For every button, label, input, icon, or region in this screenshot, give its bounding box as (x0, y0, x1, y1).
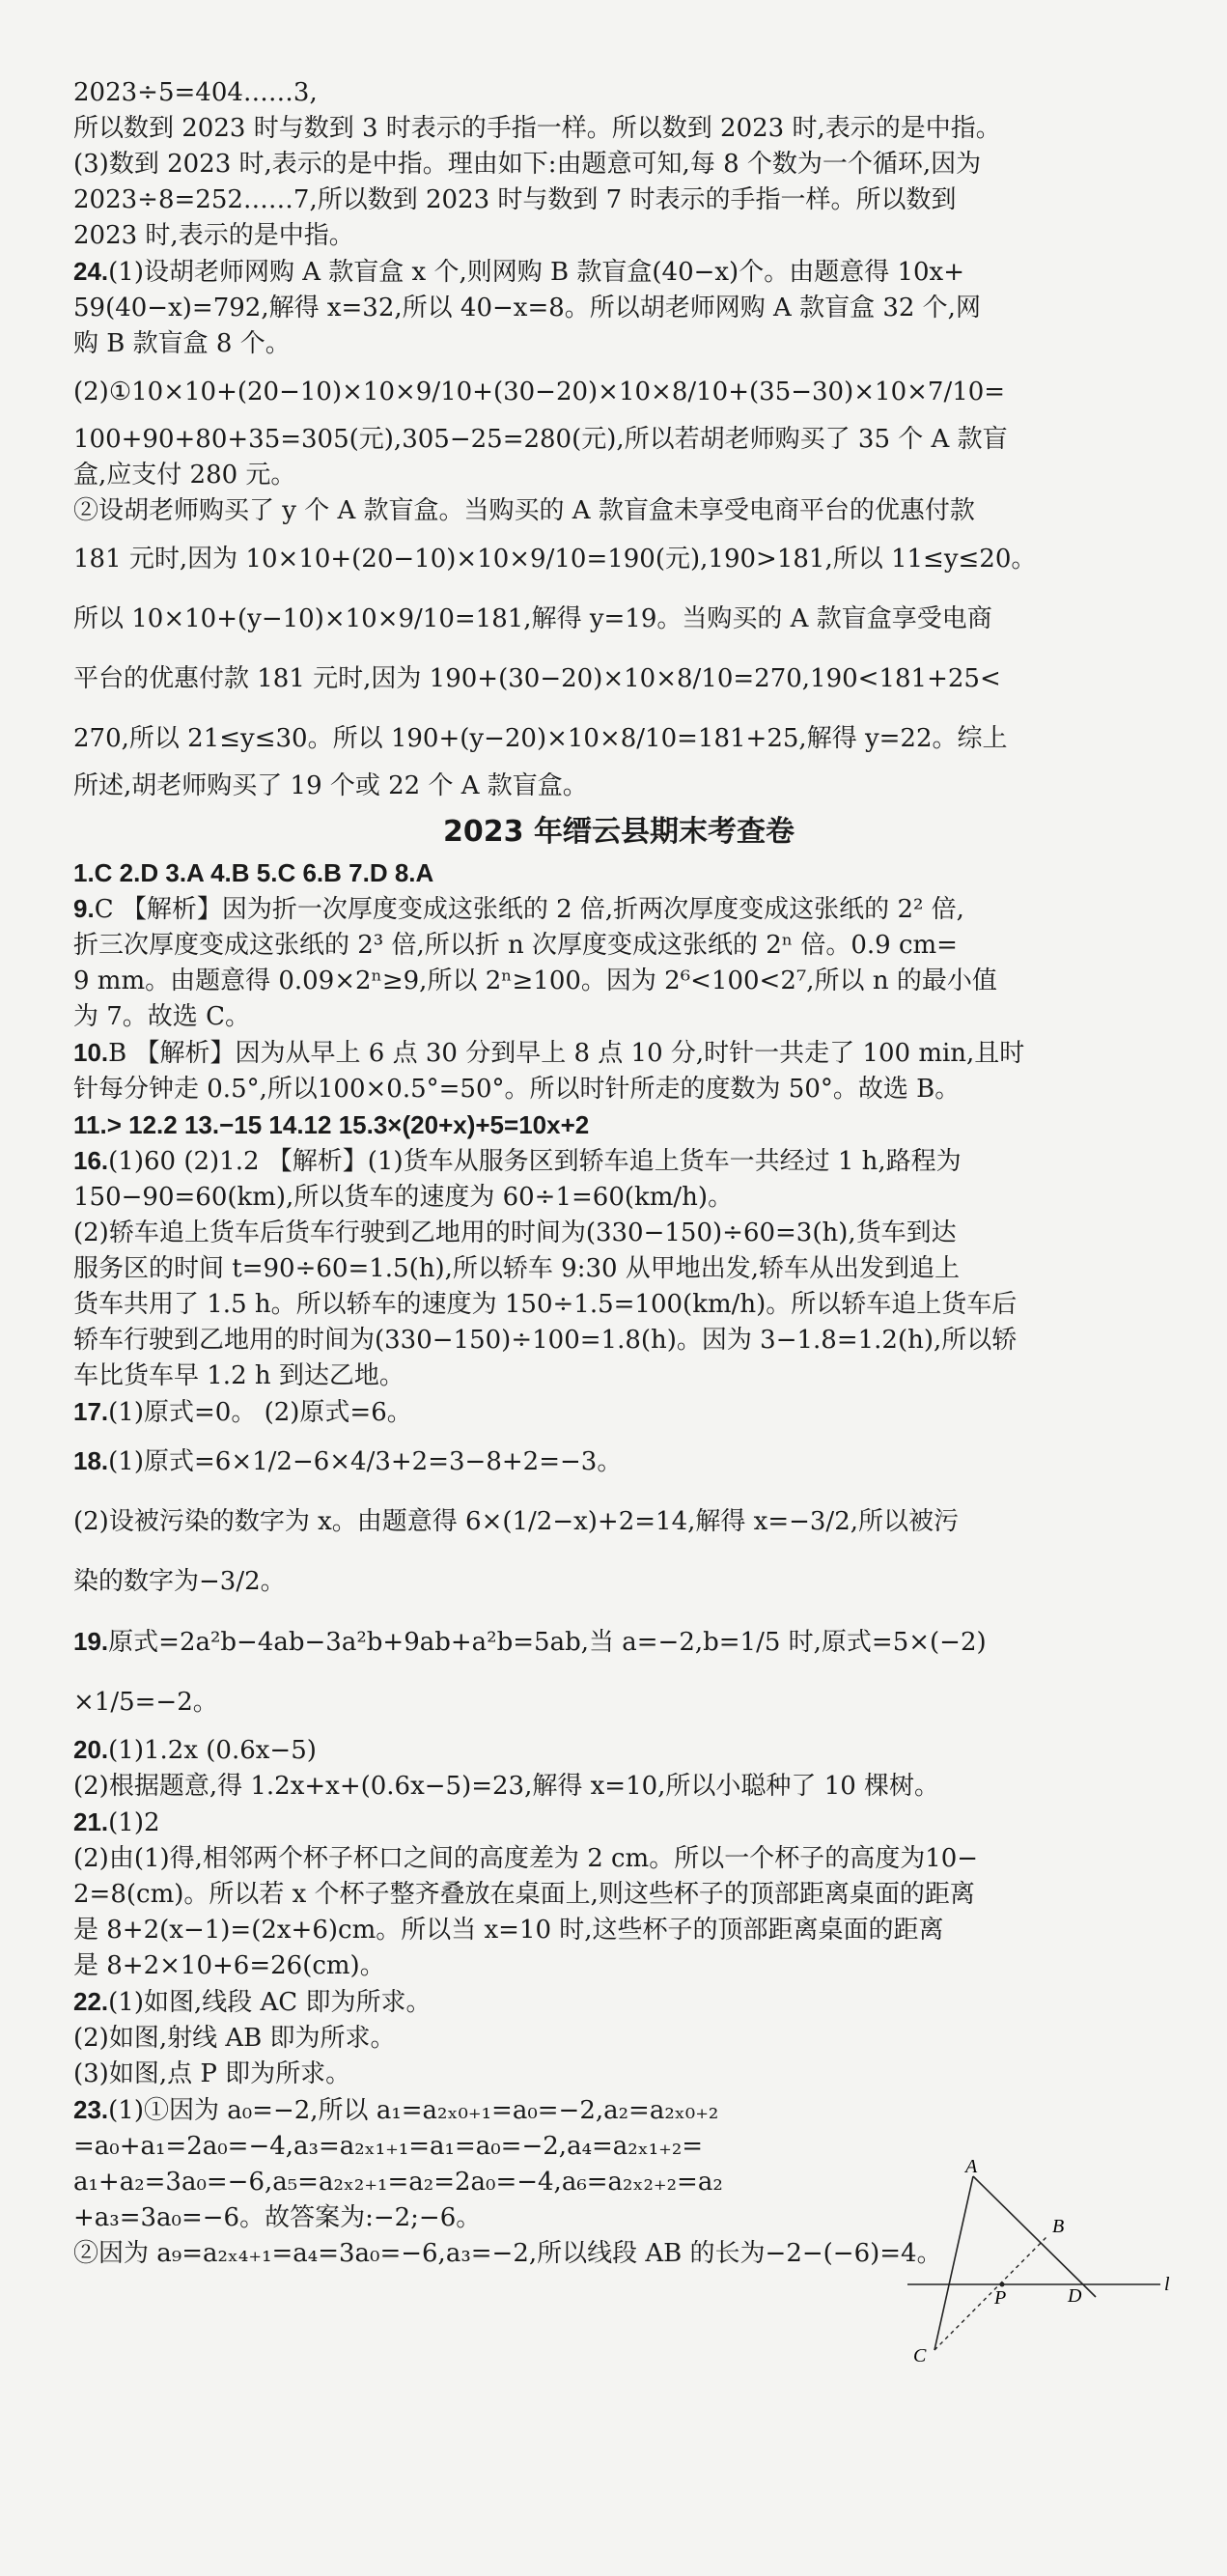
text-line: 181 元时,因为 10×10+(20−10)×10×9/10=190(元),190>181,所以 11≤y≤20。 (73, 545, 1037, 574)
question-number: 10. (73, 1038, 109, 1067)
text-line: ②设胡老师购买了 y 个 A 款盲盒。当购买的 A 款盲盒未享受电商平台的优惠付款 (73, 496, 975, 525)
text-line: 是 8+2×10+6=26(cm)。 (73, 1951, 385, 1980)
question-number: 21. (73, 1807, 109, 1836)
label-a: A (965, 2159, 978, 2177)
text-line: (1)原式=6×1/2−6×4/3+2=3−8+2=−3。 (108, 1447, 623, 1476)
text-line: 59(40−x)=792,解得 x=32,所以 40−x=8。所以胡老师网购 A 款盲盒 32 个,网 (73, 294, 981, 322)
point-p (1000, 2282, 1005, 2287)
choice-answers: 1.C 2.D 3.A 4.B 5.C 6.B 7.D 8.A (73, 858, 434, 887)
label-p: P (994, 2287, 1007, 2309)
text-line: 9 mm。由题意得 0.09×2ⁿ≥9,所以 2ⁿ≥100。因为 2⁶<100<2⁷,所以 n 的最小值 (73, 966, 997, 995)
text-line: 原式=2a²b−4ab−3a²b+9ab+a²b=5ab,当 a=−2,b=1/5 时,原式=5×(−2) (108, 1628, 987, 1657)
text-line: 货车共用了 1.5 h。所以轿车的速度为 150÷1.5=100(km/h)。所以轿车追上货车后 (73, 1290, 1018, 1319)
text-line: (1)原式=0。 (2)原式=6。 (108, 1398, 412, 1427)
text-line: a₁+a₂=3a₀=−6,a₅=a₂ₓ₂₊₁=a₂=2a₀=−4,a₆=a₂ₓ₂₊₂=a₂ (73, 2168, 723, 2197)
text-line: 100+90+80+35=305(元),305−25=280(元),所以若胡老师购买了 35 个 A 款盲 (73, 425, 1008, 454)
question-number: 23. (73, 2095, 109, 2124)
text-line: 为 7。故选 C。 (73, 1002, 250, 1031)
text-line: 所以 10×10+(y−10)×10×9/10=181,解得 y=19。当购买的 A 款盲盒享受电商 (73, 604, 992, 633)
text-line: 150−90=60(km),所以货车的速度为 60÷1=60(km/h)。 (73, 1183, 734, 1212)
text-line: (1)如图,线段 AC 即为所求。 (108, 1988, 432, 2017)
text-line: 是 8+2(x−1)=(2x+6)cm。所以当 x=10 时,这些杯子的顶部距离桌面的距离 (73, 1916, 944, 1945)
text-line: 车比货车早 1.2 h 到达乙地。 (73, 1361, 404, 1390)
text-line: 服务区的时间 t=90÷60=1.5(h),所以轿车 9:30 从甲地出发,轿车从出发到追上 (73, 1254, 961, 1283)
label-d: D (1068, 2285, 1082, 2307)
text-line: 染的数字为−3/2。 (73, 1567, 286, 1596)
dashed-segment-cb (934, 2236, 1047, 2350)
text-line: =a₀+a₁=2a₀=−4,a₃=a₂ₓ₁₊₁=a₁=a₀=−2,a₄=a₂ₓ₁₊₂= (73, 2132, 704, 2161)
ray-ab (973, 2176, 1096, 2297)
question-number: 18. (73, 1446, 109, 1475)
question-23 (73, 2092, 1164, 2129)
question-20 (73, 1732, 1164, 1769)
text-line: (1)1.2x (0.6x−5) (108, 1736, 317, 1765)
text-line: 2023 时,表示的是中指。 (73, 221, 354, 250)
question-10 (73, 1035, 1164, 1072)
answer-text (73, 75, 1164, 2272)
text-line: 针每分钟走 0.5°,所以100×0.5°=50°。所以时针所走的度数为 50°。故选 B。 (73, 1075, 961, 1104)
fill-answers: 11.> 12.2 13.−15 14.12 15.3×(20+x)+5=10x+2 (73, 1110, 590, 1139)
text-line: 2=8(cm)。所以若 x 个杯子整齐叠放在桌面上,则这些杯子的顶部距离桌面的距离 (73, 1880, 975, 1909)
question-9 (73, 891, 1164, 928)
text-line: (1)2 (108, 1808, 160, 1837)
text-line: 平台的优惠付款 181 元时,因为 190+(30−20)×10×8/10=270,190<181+25< (73, 664, 1001, 693)
question-18 (73, 1431, 1164, 1492)
text-line: 2023÷8=252……7,所以数到 2023 时与数到 7 时表示的手指一样。所以数到 (73, 185, 957, 214)
text-line: (2)设被污染的数字为 x。由题意得 6×(1/2−x)+2=14,解得 x=−3/2,所以被污 (73, 1507, 959, 1536)
text-line: B 【解析】因为从早上 6 点 30 分到早上 8 点 10 分,时针一共走了 100 min,且时 (108, 1039, 1025, 1068)
question-17 (73, 1394, 1164, 1431)
question-21 (73, 1805, 1164, 1841)
label-l: l (1164, 2274, 1170, 2295)
text-line: 盒,应支付 280 元。 (73, 461, 296, 490)
question-number: 16. (73, 1146, 109, 1175)
question-number: 19. (73, 1627, 109, 1656)
text-line: 折三次厚度变成这张纸的 2³ 倍,所以折 n 次厚度变成这张纸的 2ⁿ 倍。0.9 cm= (73, 931, 958, 960)
text-line: ×1/5=−2。 (73, 1688, 218, 1717)
question-number: 24. (73, 257, 109, 286)
text-line: 所以数到 2023 时与数到 3 时表示的手指一样。所以数到 2023 时,表示的是中指。 (73, 114, 1001, 143)
text-line: (3)如图,点 P 即为所求。 (73, 2059, 351, 2088)
section-title: 2023 年缙云县期末考查卷 (443, 815, 795, 849)
label-c: C (913, 2345, 927, 2366)
question-number: 9. (73, 894, 95, 923)
text-line: (2)如图,射线 AB 即为所求。 (73, 2024, 396, 2053)
question-22 (73, 1984, 1164, 2021)
question-number: 17. (73, 1397, 109, 1426)
text-line: 270,所以 21≤y≤30。所以 190+(y−20)×10×8/10=181+25,解得 y=22。综上 (73, 724, 1008, 753)
text-line: (1)60 (2)1.2 【解析】(1)货车从服务区到轿车追上货车一共经过 1 h,路程为 (108, 1147, 962, 1176)
question-19 (73, 1611, 1164, 1672)
text-line: (2)轿车追上货车后货车行驶到乙地用的时间为(330−150)÷60=3(h),货车到达 (73, 1218, 957, 1247)
text-line: ②因为 a₉=a₂ₓ₄₊₁=a₄=3a₀=−6,a₃=−2,所以线段 AB 的长为−2−(−6)=4。 (73, 2239, 942, 2268)
question-24 (73, 254, 1164, 291)
text-line: 2023÷5=404……3, (73, 78, 318, 107)
text-line: (2)根据题意,得 1.2x+x+(0.6x−5)=23,解得 x=10,所以小聪种了 10 棵树。 (73, 1772, 940, 1801)
text-line: (1)设胡老师网购 A 款盲盒 x 个,则网购 B 款盲盒(40−x)个。由题意得 10x+ (108, 258, 965, 287)
text-line: C 【解析】因为折一次厚度变成这张纸的 2 倍,折两次厚度变成这张纸的 2² 倍, (94, 895, 964, 924)
text-line: 购 B 款盲盒 8 个。 (73, 329, 291, 358)
text-line: (1)①因为 a₀=−2,所以 a₁=a₂ₓ₀₊₁=a₀=−2,a₂=a₂ₓ₀₊₂ (108, 2096, 719, 2125)
question-number: 20. (73, 1735, 109, 1764)
label-b: B (1052, 2216, 1065, 2237)
text-line: (2)由(1)得,相邻两个杯子杯口之间的高度差为 2 cm。所以一个杯子的高度为10− (73, 1844, 979, 1873)
text-line: 所述,胡老师购买了 19 个或 22 个 A 款盲盒。 (73, 771, 588, 800)
text-line: (3)数到 2023 时,表示的是中指。理由如下:由题意可知,每 8 个数为一个循环,因为 (73, 150, 982, 179)
question-16 (73, 1143, 1164, 1180)
text-line: 轿车行驶到乙地用的时间为(330−150)÷100=1.8(h)。因为 3−1.8=1.2(h),所以轿 (73, 1326, 1018, 1355)
question-number: 22. (73, 1987, 109, 2016)
text-line: +a₃=3a₀=−6。故答案为:−2;−6。 (73, 2203, 482, 2232)
segment-ac (934, 2176, 973, 2350)
text-line: (2)①10×10+(20−10)×10×9/10+(30−20)×10×8/10+(35−30)×10×7/10= (73, 378, 1006, 406)
geometry-figure (898, 2159, 1178, 2371)
